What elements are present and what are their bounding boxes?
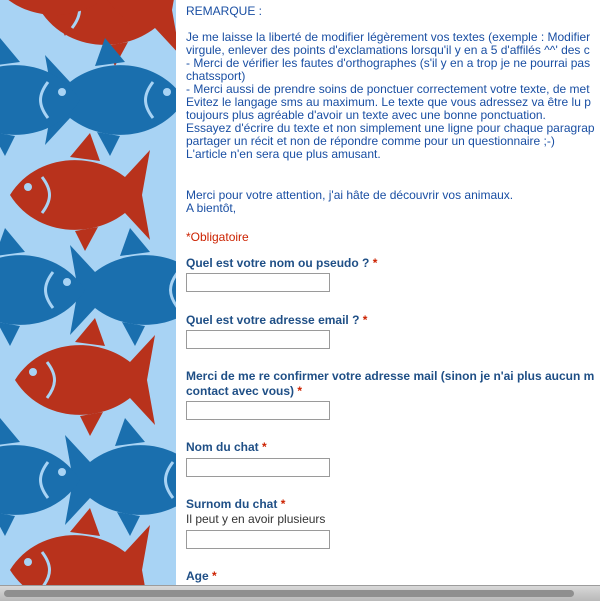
- fish-icon: [0, 38, 80, 156]
- confirm-email-label: [186, 369, 594, 399]
- confirm-email-input[interactable]: [186, 401, 330, 420]
- remark-line: - Merci aussi de prendre soins de ponctuer correctement votre texte, de met: [186, 82, 590, 96]
- name-label-text: Quel est votre nom ou pseudo ?: [186, 256, 370, 270]
- fish-pattern-background: [0, 0, 176, 585]
- thanks-line: Merci pour votre attention, j'ai hâte de découvrir vos animaux.: [186, 188, 514, 202]
- scrollbar-thumb[interactable]: [4, 590, 574, 597]
- remark-line: virgule, enlever des points d'exclamations lorsqu'il y en a 5 d'affilés ^^' des c: [186, 43, 590, 57]
- age-label: [186, 569, 217, 584]
- confirm-email-label-line1: Merci de me re confirmer votre adresse mail (sinon je n'ai plus aucun m: [186, 369, 595, 383]
- remark-line: L'article n'en sera que plus amusant.: [186, 147, 381, 161]
- confirm-email-label-text: contact avec vous): [186, 384, 295, 398]
- age-label-text: Age: [186, 569, 209, 583]
- horizontal-scrollbar[interactable]: [0, 585, 600, 601]
- thanks-text: [186, 189, 513, 215]
- required-star: *: [297, 384, 303, 398]
- remark-line: toujours plus agréable d'avoir un texte avec une bonne ponctuation.: [186, 108, 546, 122]
- required-note: *Obligatoire: [186, 230, 249, 244]
- remark-line: Essayez d'écrire du texte et non simplement une ligne pour chaque paragrap: [186, 121, 595, 135]
- cat-nickname-help: Il peut y en avoir plusieurs: [186, 512, 326, 526]
- remark-line: Je me laisse la liberté de modifier légèrement vos textes (exemple : Modifier: [186, 30, 591, 44]
- remark-line: partager un récit et non de répondre comme pour un questionnaire ;-): [186, 134, 555, 148]
- remark-text: [186, 31, 595, 161]
- fish-pattern-svg: [0, 0, 176, 585]
- cat-name-label-text: Nom du chat: [186, 440, 259, 454]
- remark-line: chatssport): [186, 69, 246, 83]
- required-star: *: [362, 313, 368, 327]
- remark-line: - Merci de vérifier les fautes d'orthographes (s'il y en a trop je ne pourrai pas: [186, 56, 591, 70]
- required-star: *: [212, 569, 217, 583]
- thanks-line: A bientôt,: [186, 201, 237, 215]
- required-star: *: [372, 256, 378, 270]
- cat-name-input[interactable]: [186, 458, 330, 477]
- form-content: [186, 0, 600, 585]
- required-star: *: [262, 440, 267, 454]
- cat-name-label: [186, 440, 267, 455]
- remark-line: Evitez le langage sms au maximum. Le texte que vous adressez va être lu p: [186, 95, 591, 109]
- email-label: [186, 313, 367, 328]
- cat-nickname-label: [186, 497, 285, 512]
- email-label-text: Quel est votre adresse email ?: [186, 313, 360, 327]
- email-input[interactable]: [186, 330, 330, 349]
- name-input[interactable]: [186, 273, 330, 292]
- cat-nickname-input[interactable]: [186, 530, 330, 549]
- confirm-email-label-line2: [186, 384, 594, 399]
- cat-nickname-label-text: Surnom du chat: [186, 497, 278, 511]
- name-label: [186, 256, 377, 271]
- remark-title: REMARQUE :: [186, 4, 263, 18]
- required-star: *: [280, 497, 286, 511]
